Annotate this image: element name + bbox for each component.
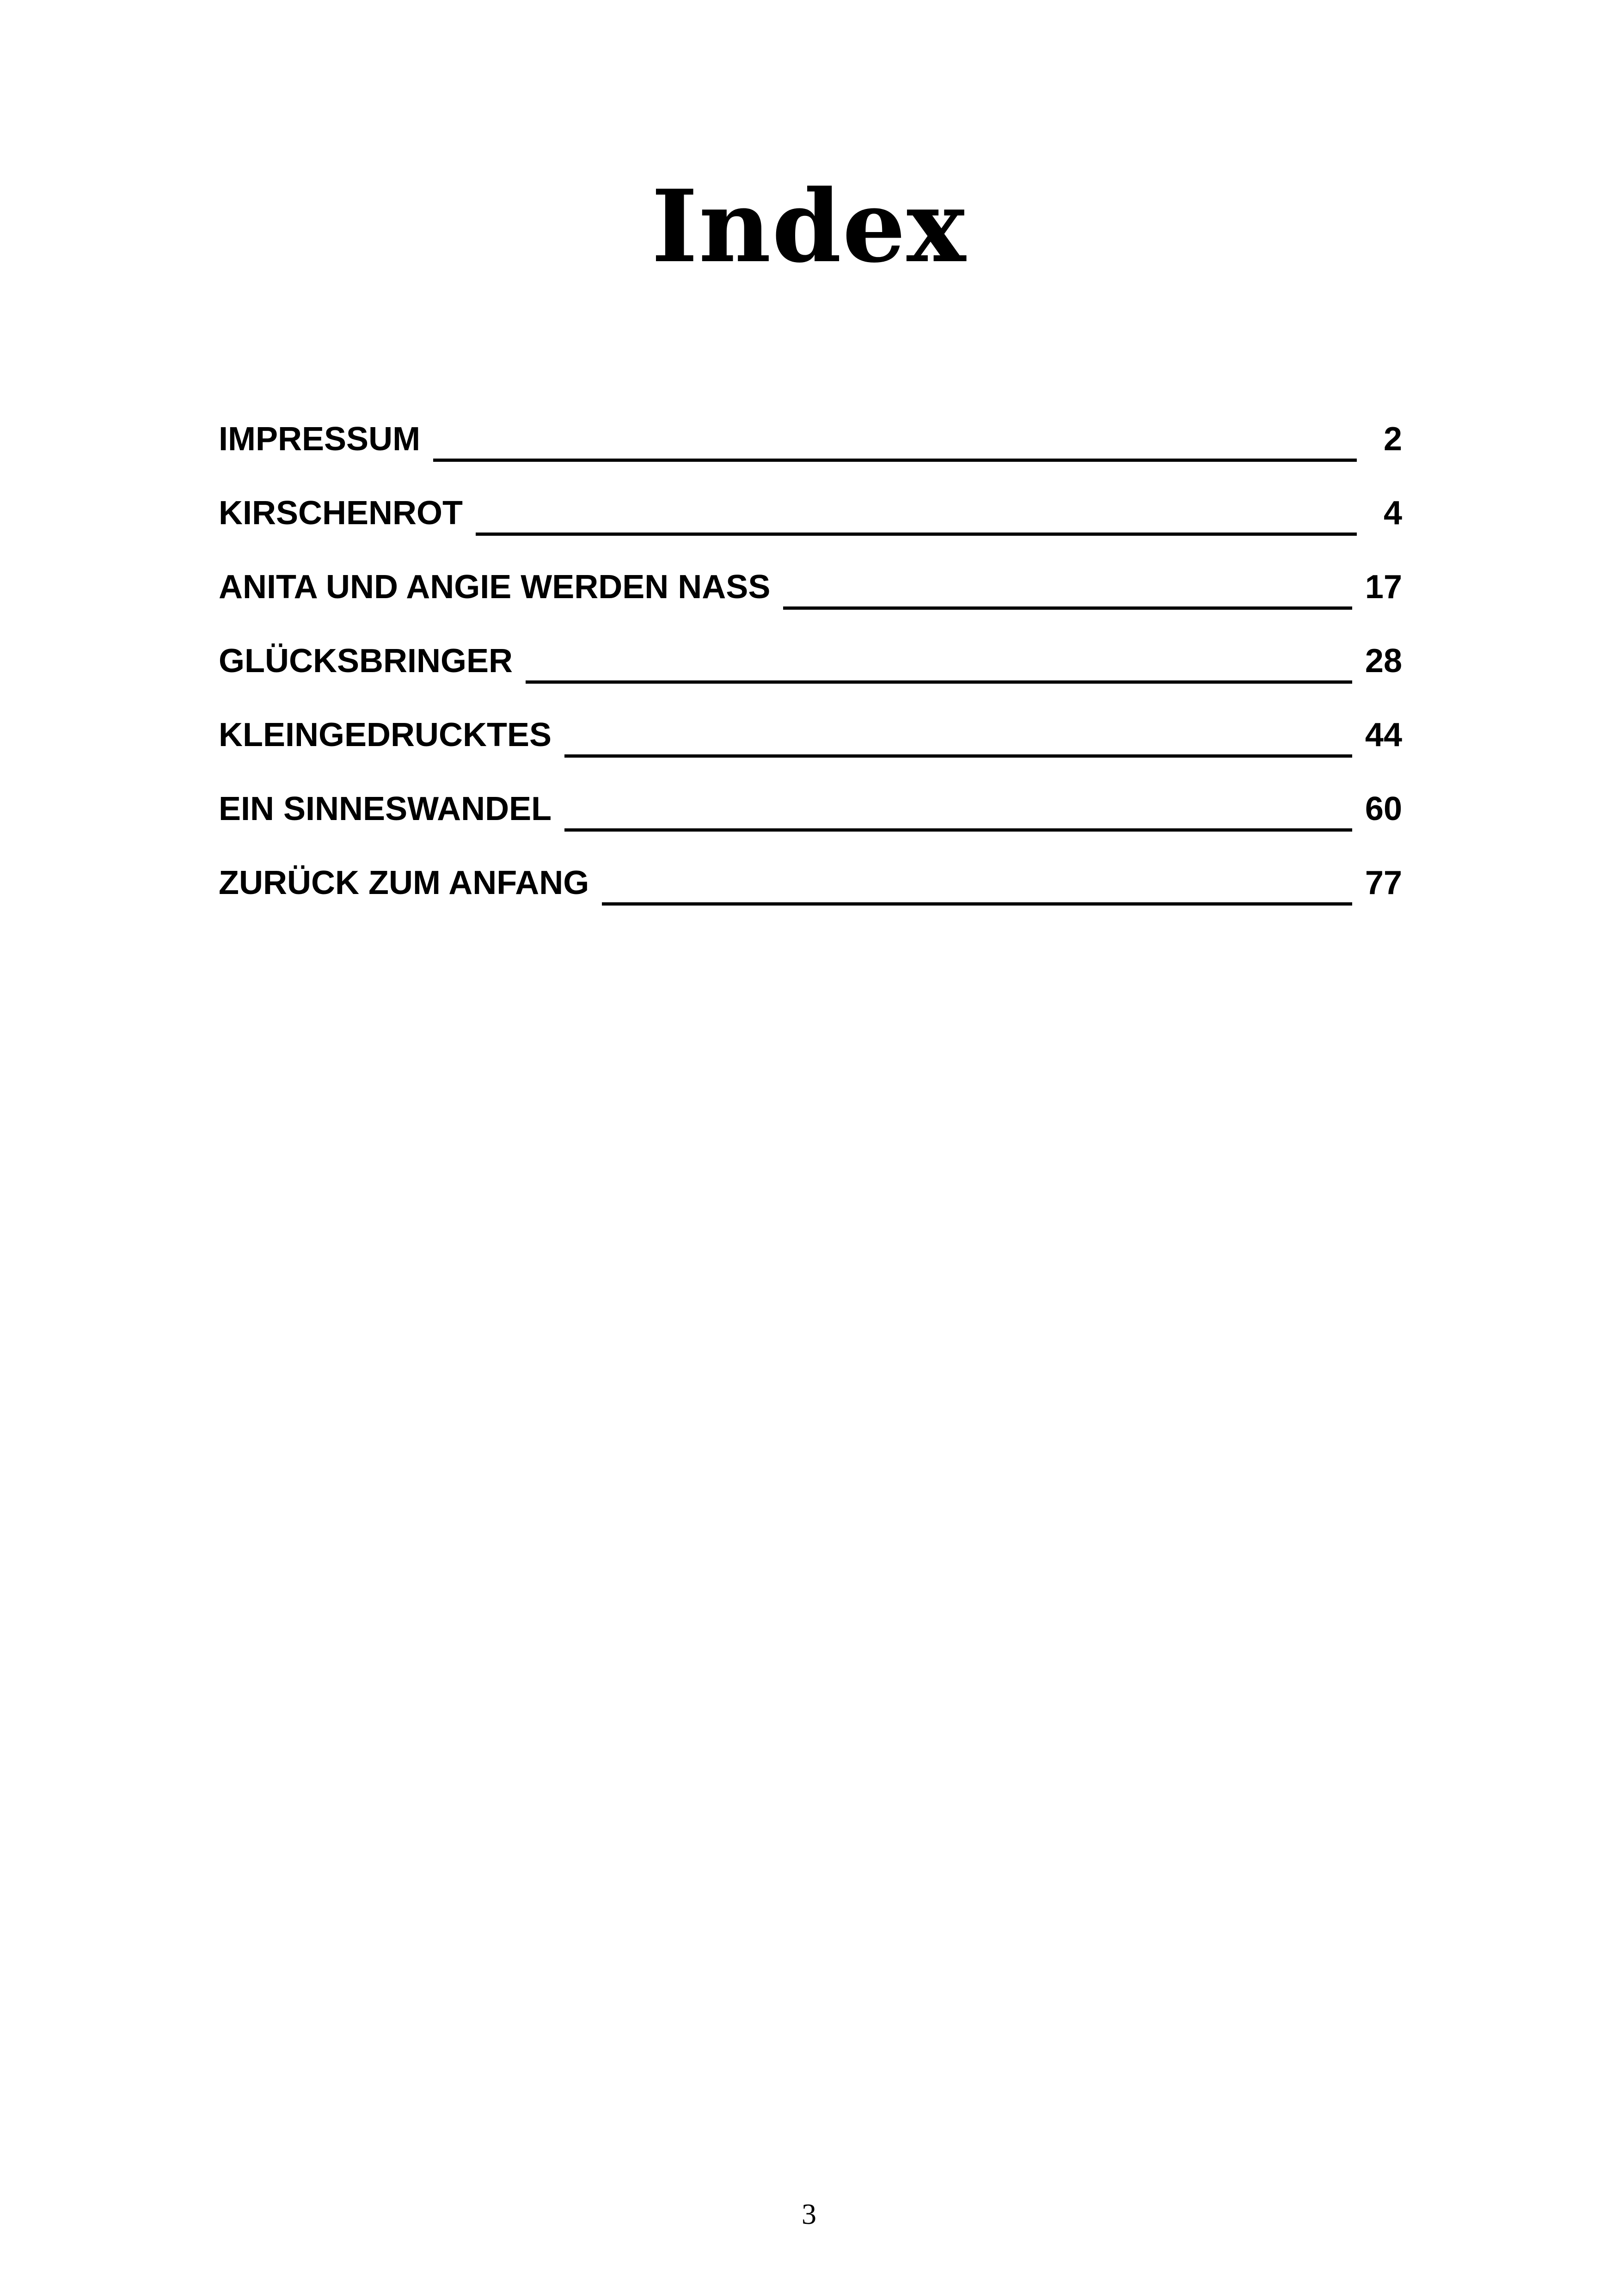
toc-entry-label: KIRSCHENROT	[219, 495, 463, 532]
toc-entry-page: 28	[1365, 643, 1402, 680]
toc-leader-line	[564, 828, 1352, 832]
toc-entry[interactable]	[219, 414, 1402, 488]
toc-entry[interactable]	[219, 784, 1402, 857]
page-title: Index	[651, 168, 967, 285]
toc-entry[interactable]	[219, 857, 1402, 931]
table-of-contents	[219, 414, 1402, 931]
page-number: 3	[802, 2198, 816, 2230]
toc-entry[interactable]	[219, 710, 1402, 784]
toc-entry-label: IMPRESSUM	[219, 421, 421, 458]
toc-entry-page: 77	[1365, 864, 1402, 901]
toc-entry-page: 2	[1383, 421, 1402, 458]
toc-entry-page: 17	[1365, 569, 1402, 606]
toc-entry-label: EIN SINNESWANDEL	[219, 790, 552, 827]
toc-leader-line	[602, 902, 1352, 906]
toc-entry-label: ANITA UND ANGIE WERDEN NASS	[219, 569, 771, 606]
toc-leader-line	[783, 606, 1352, 610]
toc-leader-line	[526, 680, 1352, 684]
toc-entry-page: 60	[1365, 790, 1402, 827]
toc-entry-label: GLÜCKSBRINGER	[219, 643, 513, 680]
toc-entry-label: KLEINGEDRUCKTES	[219, 716, 552, 753]
toc-leader-line	[564, 754, 1352, 758]
toc-entry[interactable]	[219, 488, 1402, 562]
toc-entry[interactable]	[219, 636, 1402, 710]
toc-entry[interactable]	[219, 562, 1402, 636]
toc-entry-page: 4	[1383, 495, 1402, 532]
toc-entry-label: ZURÜCK ZUM ANFANG	[219, 864, 589, 901]
toc-leader-line	[433, 459, 1357, 462]
toc-entry-page: 44	[1365, 716, 1402, 753]
toc-leader-line	[476, 533, 1357, 536]
